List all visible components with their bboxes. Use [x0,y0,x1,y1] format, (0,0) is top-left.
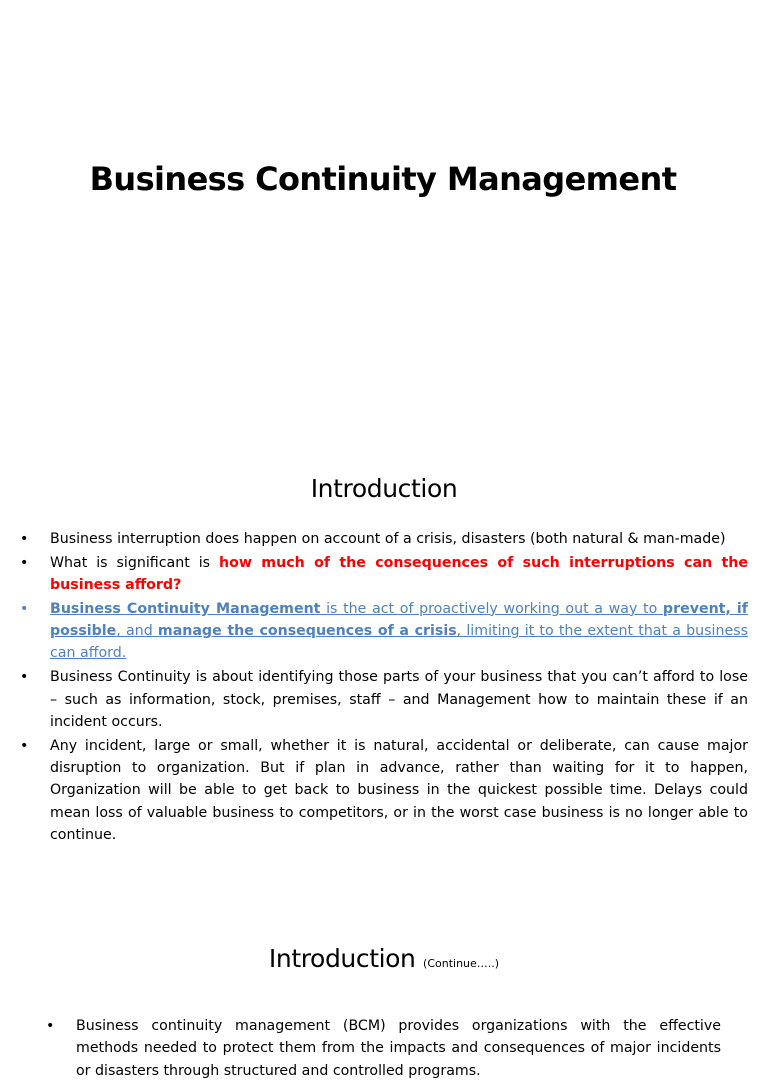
slide-introduction [0,440,768,880]
bullet-item [50,598,748,665]
bullet-text-segment: Business interruption does happen on account of a crisis, disasters (both natural & man-made) [50,531,726,547]
bullet-text-segment: Business Continuity is about identifying those parts of your business that you can’t afford to lose – such as information, stock, premises, staff – and Management how to maintain these if an incident occurs. [50,669,748,730]
bullet-item [50,735,748,846]
bullet-item [50,528,748,550]
bullet-text-segment: Any incident, large or small, whether it is natural, accidental or deliberate, can cause major disruption to organization. But if plan in advance, rather than waiting for it to happen, Organization will be able to get back to business in the quickest possible time. Delays could mean loss of valuable business to competitors, or in the worst case business is no longer able to continue. [50,737,748,843]
bullet-item [76,1015,721,1082]
bullet-text-segment: What is significant is [50,554,219,571]
bullet-text-segment: manage the consequences of a crisis [157,623,457,640]
slide-3-subtitle: (Continue…..) [423,957,500,970]
slide-3-title [0,944,768,973]
bullet-item [50,552,748,597]
bullet-text-segment: is the act of proactively working out a way to [320,600,663,617]
bullet-text-segment: Business continuity management (BCM) provides organizations with the effective methods needed to protect them from the impacts and consequences of major incidents or disasters through structured and controlled programs. [76,1018,721,1079]
slide-2-bullet-list [50,528,748,848]
slide-3-title-text: Introduction [268,944,416,973]
bullet-text-segment: , limiting it to the extent that a business can afford. [50,623,748,662]
slide-3-bullet-list [76,1015,721,1083]
slide-introduction-continued [0,880,768,1079]
bullet-text-segment: Business Continuity Management [50,600,321,617]
slide-1-title [0,160,768,198]
slide-2-title: Introduction [310,474,458,503]
slide-title [0,0,768,440]
bullet-item [50,666,748,733]
slide-1-title-text: Business Continuity Management [89,160,677,198]
bullet-text-segment: how much of the consequences of such interruptions can the business afford? [50,554,749,594]
bullet-text-segment: prevent, if possible [50,600,748,640]
bullet-text-segment: , and [116,623,158,640]
